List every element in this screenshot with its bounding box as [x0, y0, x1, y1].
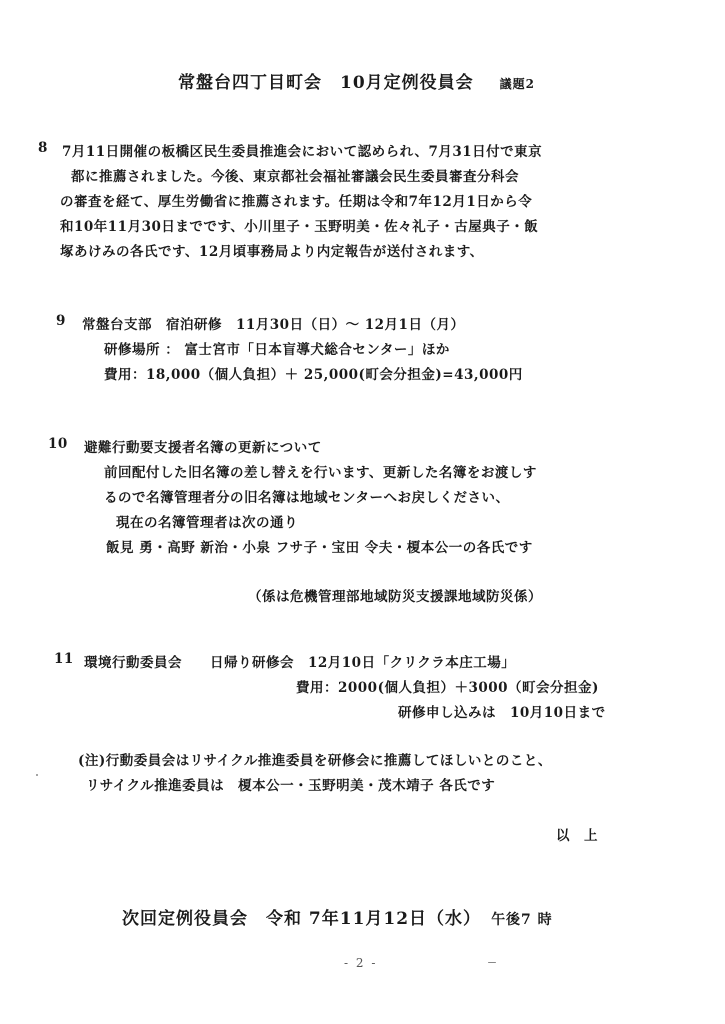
item8-line1: 7月11日開催の板橋区民生委員推進会において認められ、7月31日付で東京: [62, 144, 543, 160]
next-meeting-time: 午後7 時: [491, 912, 553, 928]
item8-number: 8: [38, 140, 48, 156]
item10-body-line2: るので名簿管理者分の旧名簿は地域センターへお戻しください、: [104, 490, 510, 506]
closing-mark: 以 上: [556, 828, 598, 844]
item11-note-line2: リサイクル推進委員は 榎本公一・玉野明美・茂木靖子 各氏です: [86, 778, 496, 794]
item10-number: 10: [48, 436, 68, 452]
item11-number: 11: [54, 651, 74, 667]
item11-deadline: 研修申し込みは 10月10日まで: [398, 705, 606, 721]
item10-body-line1: 前回配付した旧名簿の差し替えを行います、更新した名簿をお渡しす: [104, 465, 537, 481]
item9-location: 研修場所 ： 富士宮市「日本盲導犬総合センター」ほか: [104, 342, 450, 358]
scan-speck: [36, 774, 38, 776]
scan-speck: [488, 962, 496, 963]
item10-heading: 避難行動要支援者名簿の更新について: [84, 440, 322, 456]
item8-line5: 塚あけみの各氏です、12月頃事務局より内定報告が送付されます、: [60, 244, 484, 260]
item8-line4: 和10年11月30日までです、小川里子・玉野明美・佐々礼子・古屋典子・飯: [60, 219, 539, 235]
item11-cost: 費用：2000(個人負担）＋3000（町会分担金): [296, 680, 599, 696]
item9-number: 9: [56, 313, 66, 329]
next-meeting-label: 次回定例役員会 令和 7年11月12日（水）: [122, 909, 482, 929]
page-title: [178, 68, 535, 93]
next-meeting: [122, 904, 553, 929]
item9-heading: 常盤台支部 宿泊研修 11月30日（日）～ 12月1日（月）: [82, 317, 465, 333]
page-number: - 2 -: [344, 956, 378, 970]
item10-managers: 飯見 勇・高野 新治・小泉 フサ子・宝田 令夫・榎本公一の各氏です: [106, 540, 533, 556]
agenda-label: 議題2: [499, 77, 536, 91]
item11-heading: 環境行動委員会 日帰り研修会 12月10日「クリクラ本庄工場」: [84, 655, 516, 671]
item10-note: （係は危機管理部地域防災支援課地域防災係）: [248, 589, 542, 605]
title-text: 常盤台四丁目町会 10月定例役員会: [178, 73, 474, 93]
item8-line2: 都に推薦されました。今後、東京都社会福祉審議会民生委員審査分科会: [71, 169, 519, 185]
item8-line3: の審査を経て、厚生労働省に推薦されます。任期は令和7年12月1日から令: [60, 194, 533, 210]
item10-managers-intro: 現在の名簿管理者は次の通り: [116, 515, 298, 531]
item11-note-line1: (注)行動委員会はリサイクル推進委員を研修会に推薦してほしいとのこと、: [78, 753, 552, 769]
item9-cost: 費用：18,000（個人負担）＋ 25,000(町会分担金)=43,000円: [104, 367, 523, 383]
